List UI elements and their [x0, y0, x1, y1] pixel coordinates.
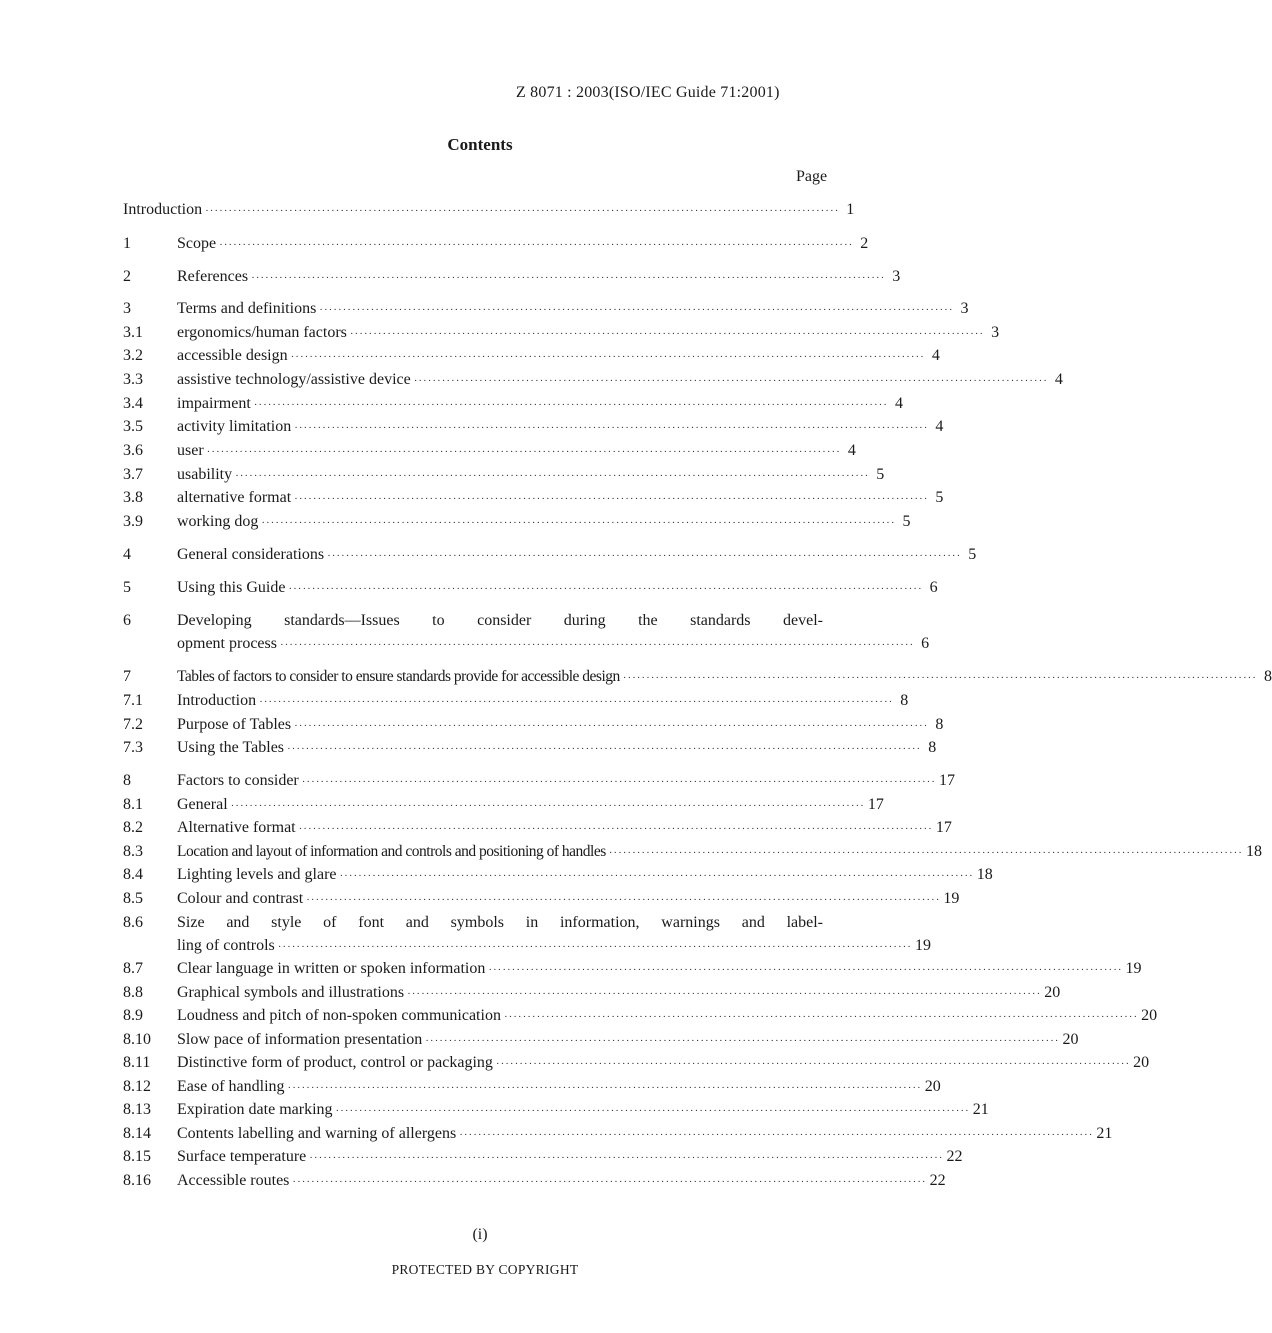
toc-entry[interactable]	[123, 369, 1063, 391]
toc-entry-number: 8.11	[123, 1054, 151, 1071]
toc-entry[interactable]	[123, 1052, 1150, 1074]
toc-entry-number: 3.5	[123, 418, 143, 435]
toc-entry-page: 19	[914, 937, 931, 954]
page-title: Contents	[447, 135, 513, 154]
toc-entry[interactable]	[123, 393, 903, 415]
toc-entry[interactable]	[123, 841, 1262, 863]
toc-entry-page: 8	[928, 739, 937, 756]
toc-entry[interactable]	[123, 1099, 989, 1121]
toc-entry-page: 18	[1245, 843, 1262, 860]
toc-entry-number: 8.10	[123, 1031, 151, 1048]
toc-entry-page: 5	[935, 489, 944, 506]
page-column-label: Page	[796, 168, 828, 185]
toc-entry-page: 18	[976, 866, 993, 883]
toc-entry-number: 8.14	[123, 1125, 151, 1142]
toc-entry-number: 8.16	[123, 1172, 151, 1189]
toc-entry[interactable]	[123, 666, 1272, 688]
toc-entry-page: 6	[929, 579, 938, 596]
toc-entry-page: 5	[876, 466, 885, 483]
toc-entry-page: 20	[1062, 1031, 1079, 1048]
toc-entry-title: Ease of handling	[177, 1078, 285, 1095]
toc-entry-title: alternative format	[177, 489, 292, 506]
dot-leader: ········································································································································	[251, 272, 886, 284]
dot-leader: ········································································································································	[288, 583, 923, 595]
toc-entry[interactable]	[123, 770, 955, 792]
dot-leader: ········································································································································	[298, 823, 933, 835]
toc-entry-number: 3.6	[123, 442, 143, 459]
toc-entry-page: 4	[894, 395, 903, 412]
toc-entry-number: 7	[123, 668, 131, 685]
toc-entry-title: Surface temperature	[177, 1148, 307, 1165]
toc-entry-number: 3.3	[123, 371, 143, 388]
toc-entry-page: 3	[991, 324, 1000, 341]
toc-entry[interactable]	[123, 1029, 1079, 1051]
dot-leader: ········································································································································	[425, 1035, 1060, 1047]
toc-entry-number: 2	[123, 268, 131, 285]
standard-identifier: Z 8071 : 2003(ISO/IEC Guide 71:2001)	[516, 84, 780, 101]
toc-entry-title: activity limitation	[177, 418, 292, 435]
toc-entry-title: Introduction	[123, 201, 203, 218]
toc-entry[interactable]	[123, 298, 969, 320]
toc-entry-number: 7.2	[123, 716, 143, 733]
dot-leader: ········································································································································	[287, 743, 922, 755]
toc-entry[interactable]	[123, 1146, 963, 1168]
toc-entry-title: References	[177, 268, 249, 285]
toc-entry[interactable]	[123, 912, 931, 958]
toc-entry-number: 4	[123, 546, 131, 563]
toc-entry-title: Tables of factors to consider to ensure standards provide for accessible design	[177, 668, 620, 685]
toc-entry[interactable]	[123, 544, 977, 566]
dot-leader: ········································································································································	[277, 941, 912, 953]
toc-entry-number: 8.3	[123, 843, 143, 860]
toc-entry-title: Terms and definitions	[177, 300, 317, 317]
toc-entry-title: Colour and contrast	[177, 890, 304, 907]
toc-entry-title: usability	[177, 466, 233, 483]
toc-entry-number: 3	[123, 300, 131, 317]
dot-leader: ········································································································································	[608, 847, 1243, 859]
toc-entry[interactable]	[123, 1170, 946, 1192]
toc-entry-number: 3.9	[123, 513, 143, 530]
dot-leader: ········································································································································	[253, 399, 888, 411]
toc-entry-number: 8	[123, 772, 131, 789]
toc-entry-title: General considerations	[177, 546, 325, 563]
toc-entry-title: Factors to consider	[177, 772, 299, 789]
toc-entry-page: 5	[902, 513, 911, 530]
toc-entry-title: Alternative format	[177, 819, 296, 836]
dot-leader: ········································································································································	[287, 1082, 922, 1094]
toc-entry-page: 8	[935, 716, 944, 733]
toc-entry[interactable]	[123, 416, 944, 438]
toc-entry[interactable]	[123, 958, 1142, 980]
toc-entry-page: 3	[892, 268, 901, 285]
dot-leader: ········································································································································	[205, 205, 840, 217]
toc-entry-page: 21	[1096, 1125, 1113, 1142]
toc-entry-title: ergonomics/human factors	[177, 324, 347, 341]
toc-entry-page: 20	[924, 1078, 941, 1095]
toc-entry-title: accessible design	[177, 347, 288, 364]
dot-leader: ········································································································································	[279, 639, 915, 651]
toc-entry-introduction[interactable]	[123, 199, 855, 221]
toc-entry-page: 4	[1054, 371, 1063, 388]
toc-entry[interactable]	[123, 888, 960, 910]
toc-entry-page: 1	[846, 201, 855, 218]
toc-entry-number: 8.9	[123, 1007, 143, 1024]
dot-leader: ········································································································································	[261, 517, 896, 529]
toc-entry-title: Purpose of Tables	[177, 716, 292, 733]
toc-entry-number: 8.2	[123, 819, 143, 836]
dot-leader: ········································································································································	[292, 1176, 927, 1188]
toc-entry-number: 3.8	[123, 489, 143, 506]
dot-leader: ········································································································································	[622, 672, 1257, 684]
toc-entry-page: 17	[938, 772, 955, 789]
toc-entry[interactable]	[123, 511, 911, 533]
dot-leader: ········································································································································	[230, 800, 865, 812]
toc-entry-title: Accessible routes	[177, 1172, 290, 1189]
toc-entry-page: 20	[1141, 1007, 1158, 1024]
toc-entry-number: 8.12	[123, 1078, 151, 1095]
toc-entry-page: 8	[900, 692, 909, 709]
toc-entry-page: 20	[1133, 1054, 1150, 1071]
toc-entry-number: 8.5	[123, 890, 143, 907]
dot-leader: ········································································································································	[206, 446, 841, 458]
toc-entry-page: 17	[867, 796, 884, 813]
dot-leader: ········································································································································	[488, 964, 1123, 976]
toc-entry-title: Location and layout of information and controls and positioning of handles	[177, 843, 606, 860]
dot-leader: ········································································································································	[294, 422, 929, 434]
toc-entry-number: 3.7	[123, 466, 143, 483]
dot-leader: ········································································································································	[235, 470, 870, 482]
toc-entry-title: Loudness and pitch of non-spoken communication	[177, 1007, 501, 1024]
dot-leader: ········································································································································	[290, 351, 925, 363]
toc-entry-page: 5	[968, 546, 977, 563]
toc-entry-page: 3	[960, 300, 969, 317]
dot-leader: ········································································································································	[309, 1152, 944, 1164]
toc-entry-title: Clear language in written or spoken information	[177, 960, 486, 977]
toc-entry-title: Using the Tables	[177, 739, 285, 756]
toc-entry-title: Lighting levels and glare	[177, 866, 337, 883]
toc-entry-page: 8	[1263, 668, 1272, 685]
dot-leader: ········································································································································	[335, 1105, 970, 1117]
footer-page-number: (i)	[472, 1226, 488, 1243]
toc-entry[interactable]	[123, 440, 856, 462]
toc-entry-page: 4	[847, 442, 856, 459]
toc-entry[interactable]	[123, 864, 993, 886]
toc-entry-title-continued: ling of controls	[177, 937, 275, 954]
toc-entry-title: Using this Guide	[177, 579, 286, 596]
dot-leader: ········································································································································	[327, 550, 962, 562]
toc-entry-number: 1	[123, 235, 131, 252]
toc-entry-page: 20	[1044, 984, 1061, 1001]
toc-entry-page: 19	[1125, 960, 1142, 977]
toc-entry-page: 22	[946, 1148, 963, 1165]
toc-entry-number: 3.4	[123, 395, 143, 412]
toc-entry-number: 3.2	[123, 347, 143, 364]
toc-entry-page: 4	[931, 347, 940, 364]
toc-entry-title: Expiration date marking	[177, 1101, 333, 1118]
toc-entry-page: 6	[921, 635, 930, 652]
toc-entry-page: 21	[972, 1101, 989, 1118]
toc-entry-title: Graphical symbols and illustrations	[177, 984, 405, 1001]
toc-entry-title: working dog	[177, 513, 259, 530]
dot-leader: ········································································································································	[459, 1129, 1094, 1141]
dot-leader: ········································································································································	[349, 328, 985, 340]
toc-entry-number: 8.15	[123, 1148, 151, 1165]
dot-leader: ········································································································································	[306, 894, 941, 906]
toc-entry-page: 2	[860, 235, 869, 252]
toc-entry[interactable]	[123, 487, 944, 509]
toc-entry[interactable]	[123, 577, 938, 599]
dot-leader: ········································································································································	[413, 375, 1048, 387]
toc-entry-title: impairment	[177, 395, 251, 412]
toc-entry[interactable]	[123, 794, 884, 816]
dot-leader: ········································································································································	[259, 696, 894, 708]
dot-leader: ········································································································································	[503, 1011, 1139, 1023]
toc-entry[interactable]	[123, 1123, 1113, 1145]
dot-leader: ········································································································································	[301, 776, 936, 788]
toc-entry[interactable]	[123, 817, 952, 839]
toc-entry[interactable]	[123, 322, 1000, 344]
toc-entry-page: 19	[943, 890, 960, 907]
toc-entry-title: Distinctive form of product, control or packaging	[177, 1054, 493, 1071]
dot-leader: ········································································································································	[495, 1058, 1131, 1070]
toc-entry[interactable]	[123, 690, 909, 712]
toc-entry-number: 6	[123, 612, 131, 629]
toc-entry-page: 4	[935, 418, 944, 435]
toc-entry-number: 3.1	[123, 324, 143, 341]
toc-entry-title: Introduction	[177, 692, 257, 709]
toc-entry-title: Size and style of font and symbols in information, warnings and label-	[177, 914, 823, 931]
toc-entry-title-continued: opment process	[177, 635, 277, 652]
toc-entry-title: assistive technology/assistive device	[177, 371, 411, 388]
toc-entry[interactable]	[123, 1076, 941, 1098]
toc-entry[interactable]	[123, 233, 869, 255]
toc-entry-title: Slow pace of information presentation	[177, 1031, 423, 1048]
toc-entry-title: Contents labelling and warning of allergens	[177, 1125, 457, 1142]
toc-entry-title: General	[177, 796, 228, 813]
toc-entry[interactable]	[123, 464, 885, 486]
toc-entry-number: 7.3	[123, 739, 143, 756]
dot-leader: ········································································································································	[219, 239, 854, 251]
dot-leader: ········································································································································	[339, 870, 974, 882]
toc-entry-number: 7.1	[123, 692, 143, 709]
toc-entry-number: 8.8	[123, 984, 143, 1001]
toc-entry-number: 8.1	[123, 796, 143, 813]
toc-entry-number: 8.7	[123, 960, 143, 977]
toc-entry-title: Developing standards—Issues to consider during the standards devel-	[177, 612, 823, 629]
toc-entry[interactable]	[123, 266, 901, 288]
toc-entry-number: 5	[123, 579, 131, 596]
toc-entry-title: Scope	[177, 235, 217, 252]
toc-entry-page: 22	[929, 1172, 946, 1189]
dot-leader: ········································································································································	[294, 493, 929, 505]
toc-entry-number: 8.4	[123, 866, 143, 883]
toc-entry[interactable]	[123, 345, 940, 367]
copyright-notice: PROTECTED BY COPYRIGHT	[391, 1262, 579, 1277]
toc-entry[interactable]	[123, 737, 937, 759]
dot-leader: ········································································································································	[294, 720, 929, 732]
toc-entry[interactable]	[123, 610, 930, 656]
toc-entry-number: 8.6	[123, 914, 143, 931]
toc-entry-number: 8.13	[123, 1101, 151, 1118]
toc-entry[interactable]	[123, 1005, 1158, 1027]
toc-entry-title: user	[177, 442, 204, 459]
dot-leader: ········································································································································	[407, 988, 1042, 1000]
toc-entry-page: 17	[935, 819, 952, 836]
toc-entry[interactable]	[123, 982, 1061, 1004]
toc-entry[interactable]	[123, 714, 944, 736]
dot-leader: ········································································································································	[319, 304, 954, 316]
